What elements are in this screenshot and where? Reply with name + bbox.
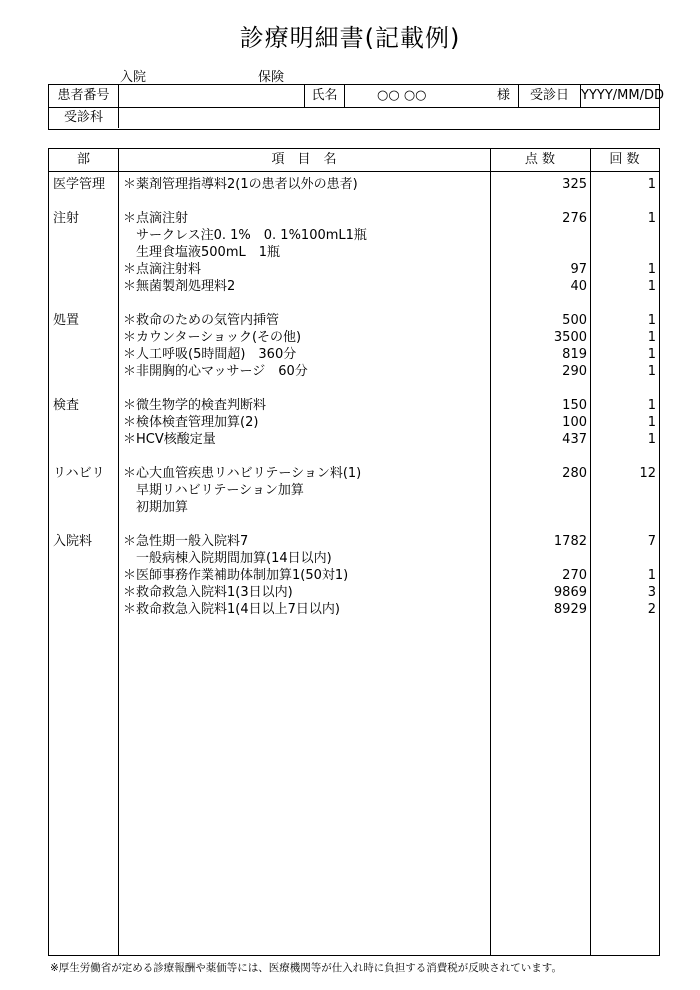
row-item: ＊人工呼吸(5時間超) 360分 xyxy=(123,347,297,362)
row-points: 8929 xyxy=(553,602,587,617)
admission-label: 入院 xyxy=(120,70,147,85)
department-label: 受診科 xyxy=(49,108,119,128)
row-points: 1782 xyxy=(553,534,587,549)
row-points: 40 xyxy=(570,279,587,294)
row-item: ＊心大血管疾患リハビリテーション料(1) xyxy=(123,466,362,481)
detail-table xyxy=(48,148,660,956)
row-points: 500 xyxy=(562,313,587,328)
row-points: 270 xyxy=(562,568,587,583)
column-header-dept: 部 xyxy=(76,152,90,167)
row-points: 437 xyxy=(562,432,587,447)
row-item: ＊非開胸的心マッサージ 60分 xyxy=(123,364,308,379)
name-label: 氏名 xyxy=(305,85,345,107)
row-points: 325 xyxy=(562,177,587,192)
row-times: 1 xyxy=(647,415,656,430)
row-item: ＊急性期一般入院料7 xyxy=(123,534,249,549)
row-times: 1 xyxy=(647,211,656,226)
row-points: 819 xyxy=(562,347,587,362)
row-points: 100 xyxy=(562,415,587,430)
table-row xyxy=(49,312,659,329)
table-row xyxy=(49,431,659,448)
row-dept: 検査 xyxy=(53,398,80,413)
row-points: 3500 xyxy=(553,330,587,345)
patient-no-label: 患者番号 xyxy=(49,85,119,107)
table-row xyxy=(49,380,659,397)
table-row xyxy=(49,278,659,295)
department-value xyxy=(119,108,658,128)
row-item: 早期リハビリテーション加算 xyxy=(123,483,304,498)
row-times: 2 xyxy=(647,602,656,617)
row-item: 一般病棟入院期間加算(14日以内) xyxy=(123,551,332,566)
row-points: 290 xyxy=(562,364,587,379)
table-row xyxy=(49,210,659,227)
row-times: 1 xyxy=(647,398,656,413)
row-item: 生理食塩液500mL 1瓶 xyxy=(123,245,280,260)
row-item: サークレス注0. 1% 0. 1%100mL1瓶 xyxy=(123,228,367,243)
table-row xyxy=(49,448,659,465)
table-row xyxy=(49,584,659,601)
row-item: ＊カウンターショック(その他) xyxy=(123,330,302,345)
table-row xyxy=(49,227,659,244)
column-header-item: 項 目 名 xyxy=(271,152,337,167)
row-points: 280 xyxy=(562,466,587,481)
table-row xyxy=(49,346,659,363)
row-times: 1 xyxy=(647,177,656,192)
name-cell xyxy=(345,85,519,107)
column-header-points: 点 数 xyxy=(524,152,556,167)
column-header-times: 回 数 xyxy=(609,152,640,167)
row-points: 97 xyxy=(570,262,587,277)
table-row xyxy=(49,499,659,516)
row-item: ＊医師事務作業補助体制加算1(50対1) xyxy=(123,568,349,583)
table-row xyxy=(49,533,659,550)
row-item: ＊点滴注射料 xyxy=(123,262,202,277)
name-value: ○○ ○○ xyxy=(377,88,427,103)
table-row xyxy=(49,295,659,312)
row-times: 12 xyxy=(639,466,656,481)
row-item: ＊無菌製剤処理料2 xyxy=(123,279,236,294)
table-row xyxy=(49,193,659,210)
table-row xyxy=(49,414,659,431)
table-header xyxy=(49,149,659,172)
row-item: ＊検体検査管理加算(2) xyxy=(123,415,259,430)
department-row xyxy=(49,107,659,129)
row-points: 9869 xyxy=(553,585,587,600)
row-dept: 医学管理 xyxy=(53,177,106,192)
row-times: 1 xyxy=(647,364,656,379)
table-row xyxy=(49,516,659,533)
row-item: ＊救命救急入院料1(3日以内) xyxy=(123,585,293,600)
visit-date-value: YYYY/MM/DD xyxy=(581,88,664,103)
row-item: ＊薬剤管理指導料2(1の患者以外の患者) xyxy=(123,177,358,192)
visit-date-label: 受診日 xyxy=(519,85,581,107)
table-row xyxy=(49,567,659,584)
row-dept: 処置 xyxy=(53,313,80,328)
table-row xyxy=(49,261,659,278)
patient-no-value xyxy=(119,85,305,107)
row-times: 7 xyxy=(647,534,656,549)
row-times: 1 xyxy=(647,347,656,362)
row-times: 1 xyxy=(647,262,656,277)
table-row xyxy=(49,482,659,499)
row-times: 3 xyxy=(647,585,656,600)
table-row xyxy=(49,465,659,482)
footnote: ※厚生労働省が定める診療報酬や薬価等には、医療機関等が仕入れ時に負担する消費税が反映されています。 xyxy=(50,962,562,974)
row-item: ＊救命救急入院料1(4日以上7日以内) xyxy=(123,602,340,617)
row-times: 1 xyxy=(647,279,656,294)
row-dept: 注射 xyxy=(53,211,80,226)
table-row xyxy=(49,397,659,414)
row-times: 1 xyxy=(647,313,656,328)
table-row xyxy=(49,601,659,618)
row-dept: リハビリ xyxy=(53,466,105,481)
row-dept: 入院料 xyxy=(53,534,93,549)
table-row xyxy=(49,329,659,346)
table-row xyxy=(49,176,659,193)
row-points: 276 xyxy=(562,211,587,226)
patient-header xyxy=(48,84,664,130)
row-item: ＊点滴注射 xyxy=(123,211,189,226)
row-item: ＊微生物学的検査判断料 xyxy=(123,398,267,413)
table-row xyxy=(49,244,659,261)
row-item: ＊HCV核酸定量 xyxy=(123,432,216,447)
table-row xyxy=(49,550,659,567)
row-points: 150 xyxy=(562,398,587,413)
row-times: 1 xyxy=(647,568,656,583)
row-times: 1 xyxy=(647,330,656,345)
row-times: 1 xyxy=(647,432,656,447)
insurance-label: 保険 xyxy=(258,70,285,85)
row-item: 初期加算 xyxy=(123,500,189,515)
honorific: 様 xyxy=(496,88,510,103)
page-title: 診療明細書(記載例) xyxy=(239,24,461,52)
table-row xyxy=(49,363,659,380)
row-item: ＊救命のための気管内挿管 xyxy=(123,313,280,328)
